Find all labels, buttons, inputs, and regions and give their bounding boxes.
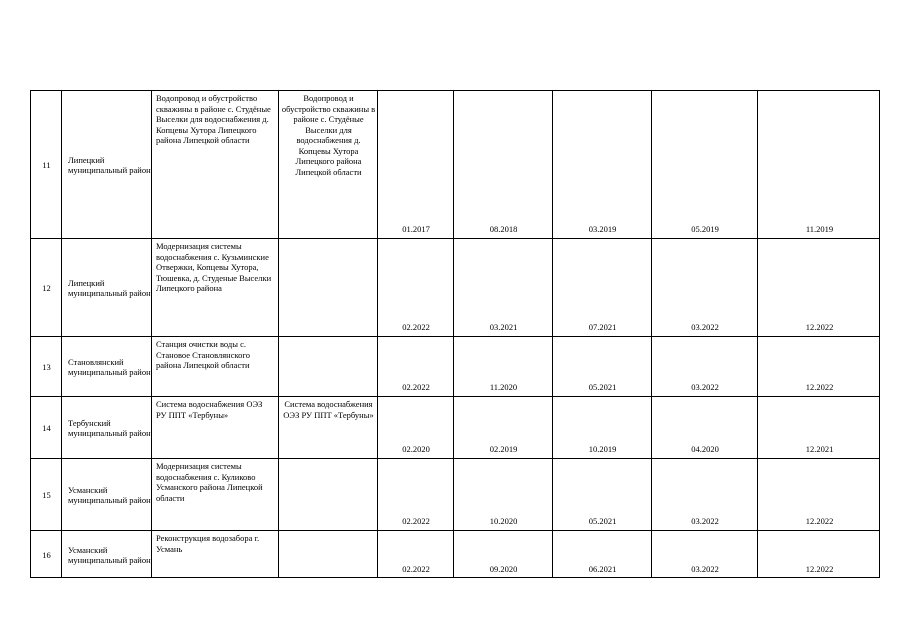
date-1: 02.2022 xyxy=(402,563,430,574)
date-2: 08.2018 xyxy=(489,223,518,234)
date-5: 11.2019 xyxy=(805,223,834,234)
date-3: 05.2021 xyxy=(588,381,617,392)
date-4: 05.2019 xyxy=(691,223,719,234)
date-1: 02.2022 xyxy=(402,321,430,332)
district-name: Усманский муниципальный район xyxy=(68,484,151,505)
date-2: 11.2020 xyxy=(489,381,518,392)
date-5: 12.2022 xyxy=(805,563,834,574)
project-name: Модернизация системы водоснабжения с. Кузьминские Отвержки, Копцевы Хутора, Тюшевка, д. Студеные Выселки Липецкого района xyxy=(156,241,272,293)
district-name: Тербунский муниципальный район xyxy=(68,417,151,438)
date-2: 10.2020 xyxy=(489,515,518,526)
district-name: Липецкий муниципальный район xyxy=(68,277,151,298)
date-1: 02.2020 xyxy=(402,443,430,454)
date-3: 06.2021 xyxy=(588,563,617,574)
row-number: 15 xyxy=(42,489,51,500)
data-table xyxy=(30,90,880,578)
date-1: 01.2017 xyxy=(402,223,430,234)
row-number: 12 xyxy=(42,282,51,293)
date-3: 10.2019 xyxy=(588,443,617,454)
date-5: 12.2021 xyxy=(805,443,834,454)
date-2: 09.2020 xyxy=(489,563,518,574)
date-4: 03.2022 xyxy=(691,381,719,392)
object-name xyxy=(279,337,378,397)
object-name xyxy=(279,459,378,531)
date-2: 02.2019 xyxy=(489,443,518,454)
date-1: 02.2022 xyxy=(402,381,430,392)
project-name: Система водоснабжения ОЭЗ РУ ППТ «Тербуны» xyxy=(156,399,263,420)
date-4: 03.2022 xyxy=(691,563,719,574)
project-name: Станция очистки воды с. Становое Становлянского района Липецкой области xyxy=(156,339,250,370)
date-4: 04.2020 xyxy=(691,443,719,454)
district-name: Липецкий муниципальный район xyxy=(68,154,151,175)
date-4: 03.2022 xyxy=(691,321,719,332)
date-2: 03.2021 xyxy=(489,321,518,332)
row-number: 13 xyxy=(42,361,51,372)
row-number: 16 xyxy=(42,549,51,560)
date-5: 12.2022 xyxy=(805,321,834,332)
object-name xyxy=(279,239,378,337)
date-4: 03.2022 xyxy=(691,515,719,526)
district-name: Усманский муниципальный район xyxy=(68,544,151,565)
object-name: Водопровод и обустройство скважины в районе с. Студёные Выселки для водоснабжения д. Копцевы Хутора Липецкого района Липецкой области xyxy=(281,93,376,177)
date-3: 05.2021 xyxy=(588,515,617,526)
district-name: Становлянский муниципальный район xyxy=(68,356,151,377)
row-number: 14 xyxy=(42,422,51,433)
date-5: 12.2022 xyxy=(805,515,834,526)
object-name xyxy=(279,531,378,579)
date-5: 12.2022 xyxy=(805,381,834,392)
date-3: 07.2021 xyxy=(588,321,617,332)
project-name: Модернизация системы водоснабжения с. Куликово Усманского района Липецкой области xyxy=(156,461,263,503)
date-3: 03.2019 xyxy=(588,223,617,234)
project-name: Реконструкция водозабора г. Усмань xyxy=(156,533,260,554)
row-number: 11 xyxy=(42,159,51,170)
date-1: 02.2022 xyxy=(402,515,430,526)
project-name: Водопровод и обустройство скважины в районе с. Студёные Выселки для водоснабжения д. Копцевы Хутора Липецкого района Липецкой области xyxy=(156,93,271,145)
object-name: Система водоснабжения ОЭЗ РУ ППТ «Тербуны» xyxy=(283,399,374,420)
